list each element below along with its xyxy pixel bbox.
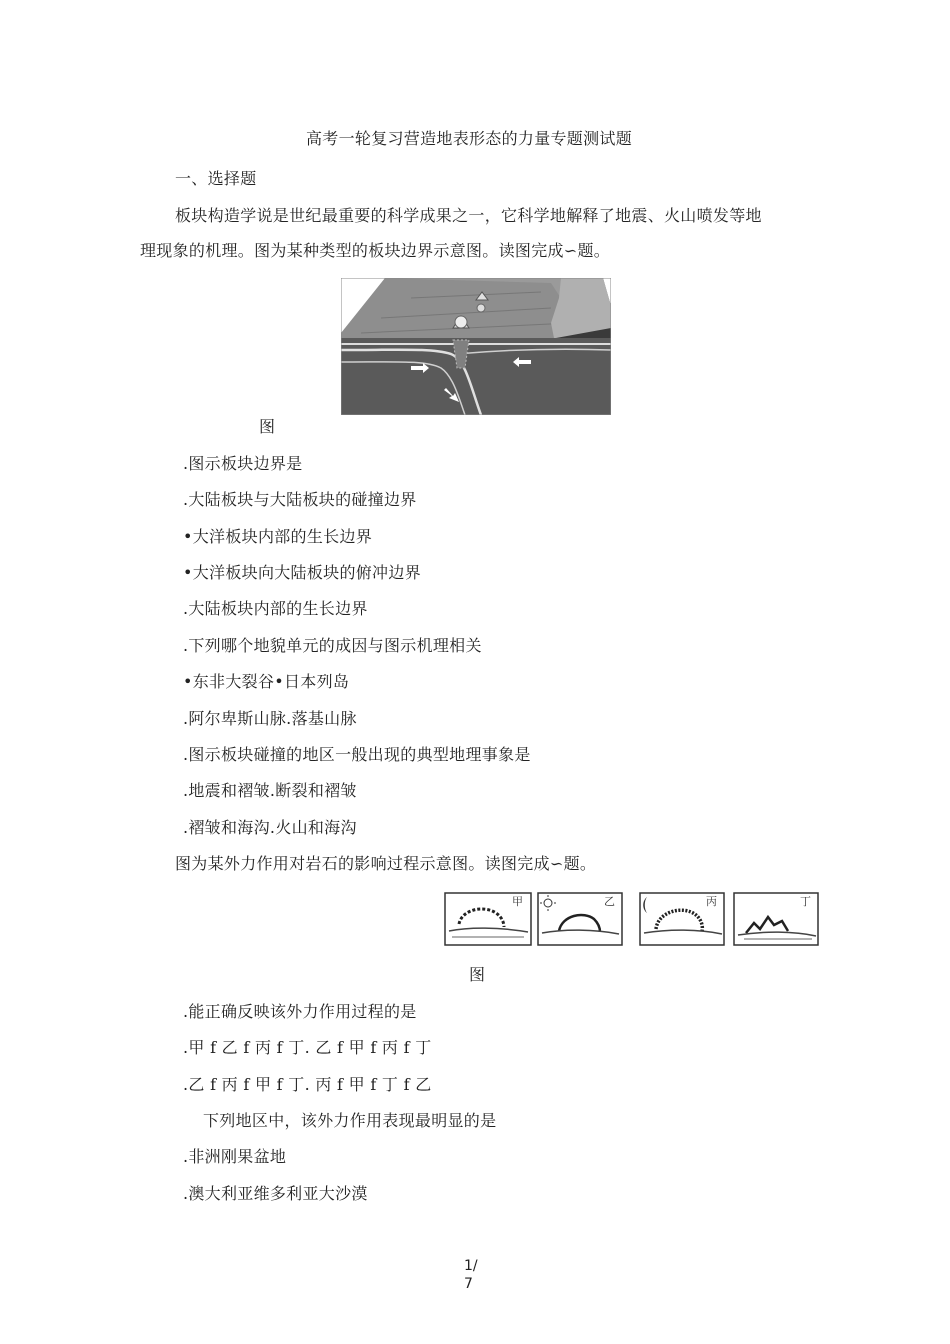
q2-option-ab: •东非大裂谷•日本列岛 [183, 672, 350, 691]
weathering-process-diagram [444, 889, 820, 947]
page-number-total: 7 [464, 1276, 473, 1292]
weathering-svg [444, 889, 820, 947]
panel-yi [538, 893, 622, 945]
q3-option-ab: .地震和褶皱.断裂和褶皱 [183, 781, 357, 800]
q1-option-a: .大陆板块与大陆板块的碰撞边界 [183, 490, 417, 509]
panel-bing [640, 893, 724, 945]
panel-label: 甲 [512, 895, 523, 908]
q3-stem: .图示板块碰撞的地区一般出现的典型地理事象是 [183, 745, 531, 764]
plate-boundary-diagram [341, 278, 611, 415]
q4-option-ab: .甲 f 乙 f 丙 f 丁. 乙 f 甲 f 丙 f 丁 [183, 1038, 432, 1057]
page-number-current: 1/ [464, 1258, 478, 1274]
plate-boundary-svg [341, 278, 611, 415]
q2-stem: .下列哪个地貌单元的成因与图示机理相关 [183, 636, 482, 655]
section-heading: 一、选择题 [175, 169, 257, 188]
panel-jia [445, 893, 531, 945]
q2-option-cd: .阿尔卑斯山脉.落基山脉 [183, 709, 357, 728]
q1-option-d: .大陆板块内部的生长边界 [183, 599, 368, 618]
panel-label: 乙 [604, 895, 615, 908]
q4-option-cd: .乙 f 丙 f 甲 f 丁. 丙 f 甲 f 丁 f 乙 [183, 1075, 432, 1094]
panel-ding [734, 893, 818, 945]
q5-option-b: .澳大利亚维多利亚大沙漠 [183, 1184, 368, 1203]
intro1-line2: 理现象的机理。图为某种类型的板块边界示意图。读图完成∽题。 [140, 241, 611, 260]
q1-option-c: •大洋板块向大陆板块的俯冲边界 [183, 563, 421, 582]
page-title: 高考一轮复习营造地表形态的力量专题测试题 [306, 129, 633, 148]
intro2: 图为某外力作用对岩石的影响过程示意图。读图完成∽题。 [175, 854, 597, 873]
q4-stem: .能正确反映该外力作用过程的是 [183, 1002, 417, 1021]
q3-option-cd: .褶皱和海沟.火山和海沟 [183, 818, 357, 837]
intro1-line1: 板块构造学说是世纪最重要的科学成果之一，它科学地解释了地震、火山喷发等地 [175, 206, 762, 225]
q5-stem: 下列地区中，该外力作用表现最明显的是 [203, 1111, 497, 1130]
page-number [464, 1257, 478, 1293]
q5-option-a: .非洲刚果盆地 [183, 1147, 287, 1166]
q1-option-b: •大洋板块内部的生长边界 [183, 527, 373, 546]
figure1-label: 图 [259, 417, 276, 436]
figure2-label: 图 [469, 965, 486, 984]
panel-label: 丁 [800, 895, 811, 908]
q1-stem: .图示板块边界是 [183, 454, 303, 473]
panel-label: 丙 [706, 895, 717, 908]
